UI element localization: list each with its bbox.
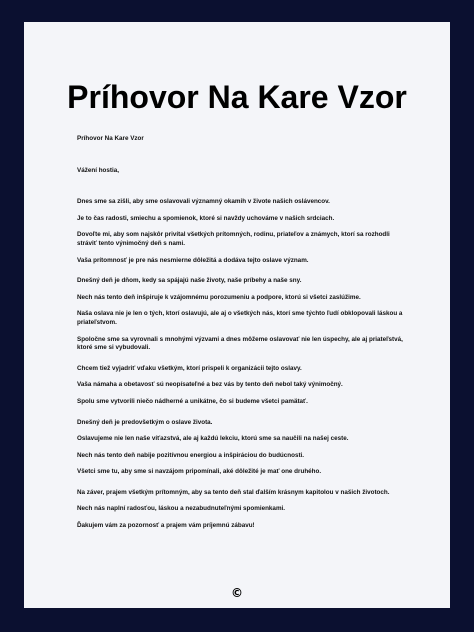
document-body bbox=[77, 135, 407, 531]
paragraph-12: Dnešný deň je predovšetkým o oslave života. bbox=[77, 418, 213, 426]
document-page bbox=[24, 22, 450, 608]
copyright-icon: © bbox=[231, 586, 243, 600]
paragraph-18: Ďakujem vám za pozornosť a prajem vám príjemnú zábavu! bbox=[77, 522, 255, 530]
paragraph-15: Všetci sme tu, aby sme si navzájom pripomínali, aké dôležité je mať one druhého. bbox=[77, 468, 322, 476]
paragraph-9: Chcem tiež vyjadriť vďaku všetkým, ktorí prispeli k organizácii tejto oslavy. bbox=[77, 364, 302, 372]
paragraph-10: Vaša námaha a obetavosť sú neopísateľné a bez vás by tento deň nebol taký výnimočný. bbox=[77, 381, 343, 389]
paragraph-13: Oslavujeme nie len naše víťazstvá, ale aj každú lekciu, ktorú sme sa naučili na našej ceste. bbox=[77, 435, 349, 443]
paragraph-14: Nech nás tento deň nabije pozitívnou energiou a inšpiráciou do budúcnosti. bbox=[77, 451, 305, 459]
document-title: Príhovor Na Kare Vzor bbox=[67, 79, 407, 115]
paragraph-17: Nech nás naplní radosťou, láskou a nezabudnuteľnými spomienkami. bbox=[77, 505, 286, 513]
paragraph-6: Nech nás tento deň inšpiruje k vzájomnému porozumeniu a podpore, ktorú si všetci zaslúžime. bbox=[77, 293, 361, 301]
paragraph-8: Spoločne sme sa vyrovnali s mnohými výzvami a dnes môžeme oslavovať nie len úspechy, ale aj priateľstvá, ktoré sme si vybudovali. bbox=[77, 335, 403, 352]
paragraph-5: Dnešný deň je dňom, kedy sa spájajú naše životy, naše príbehy a naše sny. bbox=[77, 277, 302, 285]
paragraph-7: Naša oslava nie je len o tých, ktorí oslavujú, ale aj o všetkých nás, ktorí sme týchto ľudí obklopovali láskou a priateľstvom. bbox=[77, 310, 403, 326]
paragraph-1: Dnes sme sa zišli, aby sme oslavovali významný okamih v živote našich oslávencov. bbox=[77, 198, 330, 206]
paragraph-4: Vaša prítomnosť je pre nás nesmierne dôležitá a dodáva tejto oslave význam. bbox=[77, 256, 309, 264]
paragraph-11: Spolu sme vytvorili niečo nádherné a unikátne, čo si budeme všetci pamätať. bbox=[77, 397, 308, 405]
document-subtitle: Príhovor Na Kare Vzor bbox=[77, 135, 144, 142]
greeting: Vážení hostia, bbox=[77, 166, 119, 174]
paragraph-3: Dovoľte mi, aby som najskôr privítal všetkých prítomných, rodinu, priateľov a známych, ktorí sa rozhodli stráviť tento výnimočný deň s nami. bbox=[77, 231, 390, 247]
paragraph-2: Je to čas radosti, smiechu a spomienok, ktoré si navždy uchováme v našich srdciach. bbox=[77, 214, 335, 222]
paragraph-16: Na záver, prajem všetkým prítomným, aby sa tento deň stal ďalším krásnym kapitolou v našich životoch. bbox=[77, 488, 390, 496]
